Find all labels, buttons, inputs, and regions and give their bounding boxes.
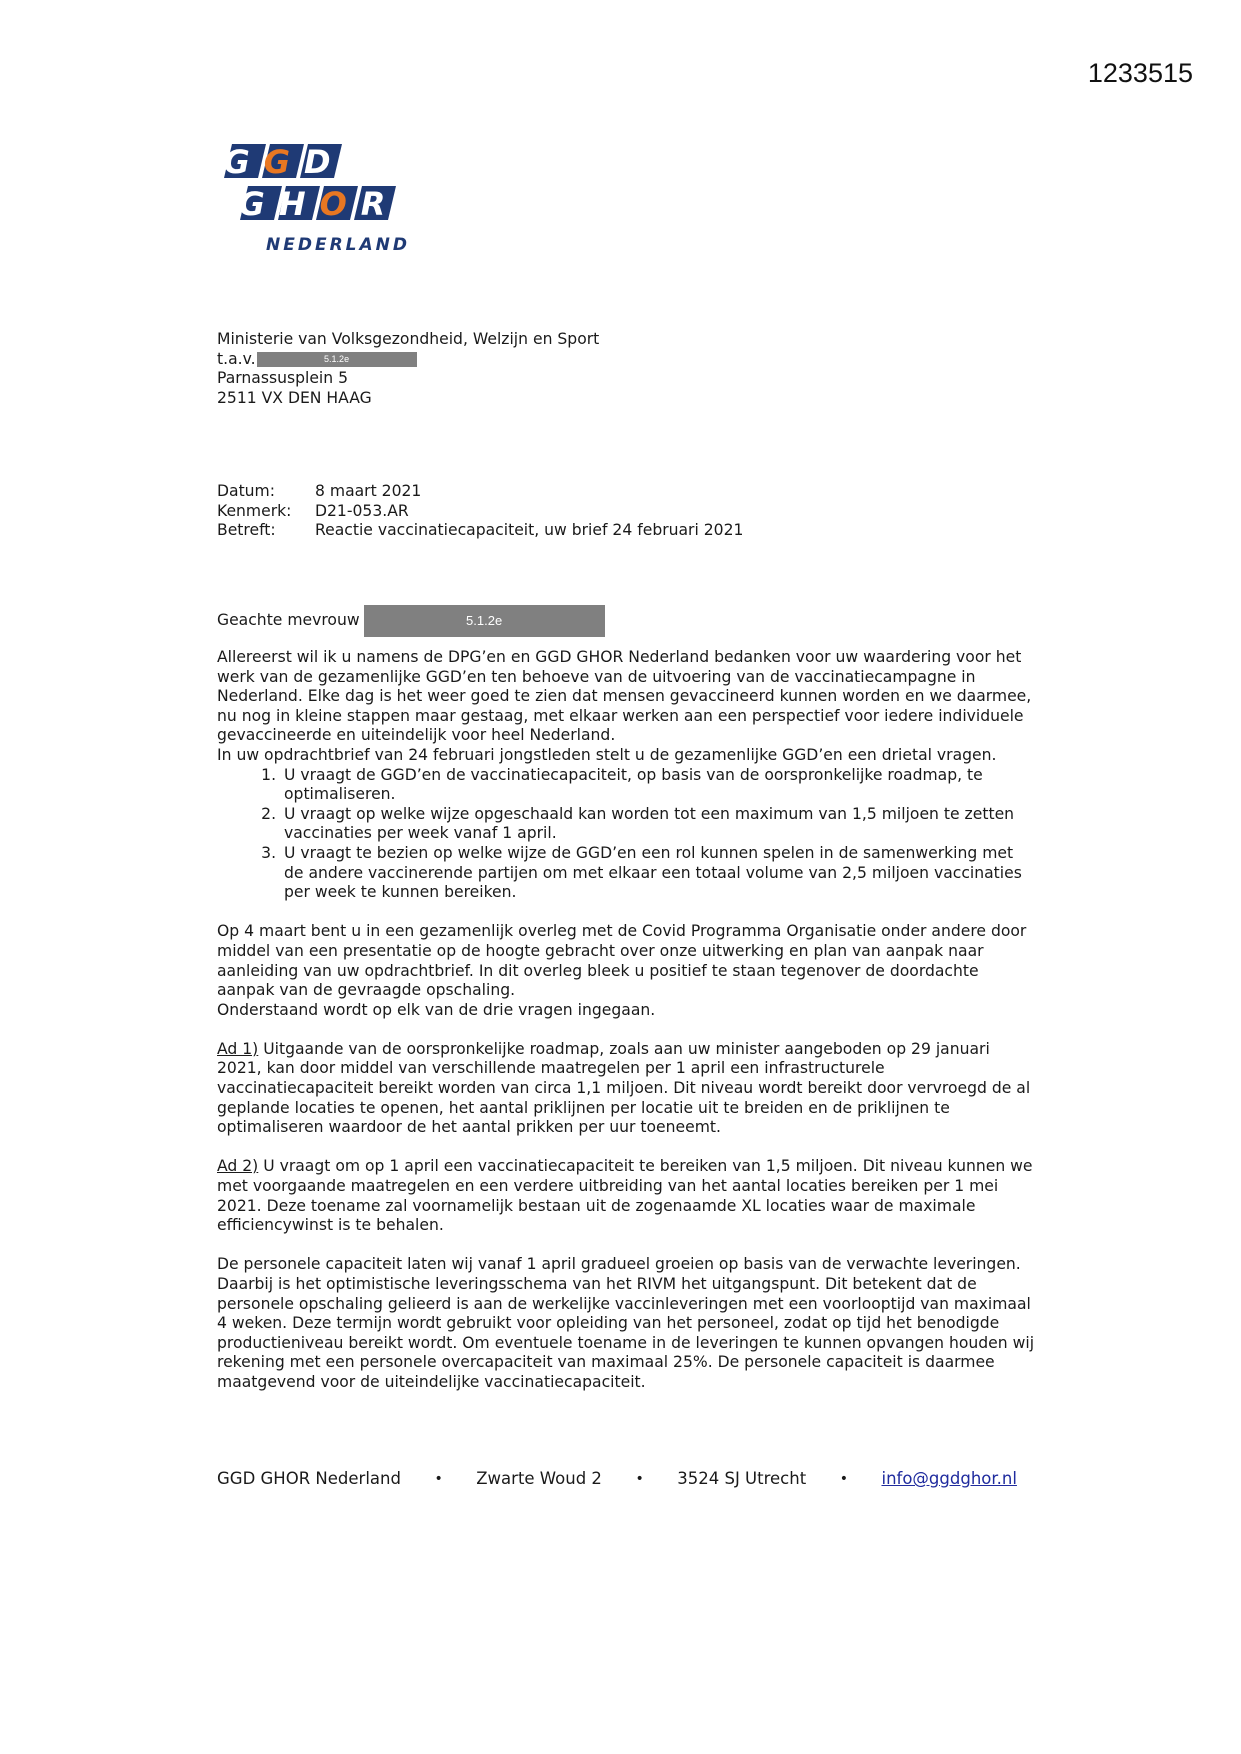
meta-betreft-value: Reactie vaccinatiecapaciteit, uw brief 24 februari 2021	[315, 521, 744, 540]
spacer	[217, 903, 1037, 923]
logo-g2: G	[263, 144, 304, 181]
ad2-label: Ad 2)	[217, 1157, 259, 1176]
address-city: 2511 VX DEN HAAG	[217, 388, 372, 407]
address-tav-label: t.a.v.	[217, 349, 256, 368]
ad1-label: Ad 1)	[217, 1039, 259, 1058]
footer-bullet: •	[434, 1470, 443, 1487]
spacer	[217, 1236, 1037, 1256]
meta-kenmerk-value: D21-053.AR	[315, 501, 409, 520]
paragraph-onderstaand: Onderstaand wordt op elk van de drie vragen ingegaan.	[217, 1000, 656, 1019]
salutation	[217, 605, 1037, 637]
logo-d: D	[303, 144, 345, 181]
spacer	[217, 1020, 1037, 1040]
letter-footer	[217, 1469, 1017, 1488]
logo-gh: GH	[238, 185, 320, 223]
paragraph-ad1	[217, 1040, 1037, 1138]
document-number: 1233515	[1087, 58, 1193, 88]
ad2-text: U vraagt om op 1 april een vaccinatiecapaciteit te bereiken van 1,5 miljoen. Dit niveau kunnen we met voorgaande maatregelen en een verdere uitbreiding van het aantal locaties bereiken per 1 mei 2021. Deze toename zal voornamelijk bestaan uit de zogenaamde XL locaties waar de maximale efficiencywinst is te behalen.	[217, 1157, 1033, 1235]
logo-nederland-text: NEDERLAND	[266, 235, 410, 255]
footer-bullet: •	[839, 1470, 848, 1487]
spacer	[217, 1138, 1037, 1158]
logo-ggd-text	[223, 144, 344, 181]
question-item: 3. U vraagt te bezien op welke wijze de GGD’en een rol kunnen spelen in de samenwerking met de andere vaccinerende partijen om met elkaar een totaal volume van 2,5 miljoen vaccinaties per week te kunnen bereiken.	[281, 844, 1037, 903]
footer-city: 3524 SJ Utrecht	[677, 1469, 807, 1488]
meta-datum-label: Datum:	[217, 482, 276, 500]
paragraph-overleg: Op 4 maart bent u in een gezamenlijk overleg met de Covid Programma Organisatie onder andere door middel van een presentatie op de hoogte gebracht over onze uitwerking en plan van aanpak naar aanleiding van uw opdrachtbrief. In dit overleg bleek u positief te staan tegenover de doordachte aanpak van de gevraagde opschaling.	[217, 922, 1027, 1000]
footer-bullet: •	[635, 1470, 644, 1487]
footer-street: Zwarte Woud 2	[476, 1469, 602, 1488]
paragraph-intro: Allereerst wil ik u namens de DPG’en en GGD GHOR Nederland bedanken voor uw waardering voor het werk van de gezamenlijke GGD’en ten behoeve van de uitvoering van de vaccinatiecampagne in Nederland. Elke dag is het weer goed te zien dat mensen gevaccineerd kunnen worden en we daarmee, nu nog in kleine stappen maar gestaag, met elkaar werken aan een perspectief voor iedere individuele gevaccineerde en uiteindelijk voor heel Nederland.	[217, 648, 1032, 745]
meta-datum-row	[217, 482, 1037, 502]
letter-body	[217, 648, 1037, 1393]
ad1-text: Uitgaande van de oorspronkelijke roadmap, zoals aan uw minister aangeboden op 29 januari 2021, kan door middel van verschillende maatregelen per 1 april een infrastructurele vaccinatiecapaciteit bereikt worden van circa 1,1 miljoen. Dit niveau wordt bereikt door vervroegd de al geplande locaties te openen, het aantal priklijnen per locatie uit te breiden en de priklijnen te optimaliseren waardoor de het aantal prikken per uur toeneemt.	[217, 1039, 1031, 1137]
paragraph-question-intro: In uw opdrachtbrief van 24 februari jongstleden stelt u de gezamenlijke GGD’en een drietal vragen.	[217, 745, 997, 764]
meta-betreft-label: Betreft:	[217, 521, 276, 540]
meta-datum-value: 8 maart 2021	[315, 482, 422, 500]
meta-kenmerk-row	[217, 502, 1037, 522]
question-item: 2. U vraagt op welke wijze opgeschaald kan worden tot een maximum van 1,5 miljoen te zetten vaccinaties per week vanaf 1 april.	[281, 805, 1037, 844]
salutation-text: Geachte mevrouw	[217, 611, 360, 630]
letter-meta	[217, 482, 1037, 541]
question-item: 1. U vraagt de GGD’en de vaccinatiecapaciteit, op basis van de oorspronkelijke roadmap, te optimaliseren.	[281, 766, 1037, 805]
redaction-box: 5.1.2e	[257, 352, 417, 367]
footer-org: GGD GHOR Nederland	[217, 1469, 401, 1488]
meta-betreft-row	[217, 521, 1037, 541]
paragraph-personeel: De personele capaciteit laten wij vanaf 1 april gradueel groeien op basis van de verwachte leveringen. Daarbij is het optimistische leveringsschema van het RIVM het uitgangspunt. Dit betekent dat de personele opschaling gelieerd is aan de werkelijke vaccinleveringen met een voorlooptijd van maximaal 4 weken. Deze termijn wordt gebruikt voor opleiding van het personeel, zodat op tijd het benodigde productieniveau bereikt wordt. Om eventuele toename in de leveringen te kunnen opvangen houden wij rekening met een personele overcapaciteit van maximaal 25%. De personele capaciteit is daarmee maatgevend voor de uiteindelijke vaccinatiecapaciteit.	[217, 1255, 1035, 1391]
logo-g1: G	[223, 144, 264, 181]
meta-kenmerk-label: Kenmerk:	[217, 501, 292, 520]
redaction-box: 5.1.2e	[364, 605, 605, 637]
address-ministry: Ministerie van Volksgezondheid, Welzijn en Sport	[217, 330, 600, 348]
address-tav-line	[217, 350, 1037, 370]
paragraph-ad2	[217, 1157, 1037, 1235]
logo-ghor-text	[239, 185, 400, 223]
logo-o: O	[319, 185, 361, 223]
recipient-address	[217, 330, 1037, 408]
ggd-ghor-logo	[218, 144, 418, 262]
logo-r: R	[360, 185, 400, 223]
address-street: Parnassusplein 5	[217, 369, 349, 388]
questions-list	[217, 766, 1037, 903]
footer-email-link[interactable]: info@ggdghor.nl	[881, 1469, 1017, 1488]
